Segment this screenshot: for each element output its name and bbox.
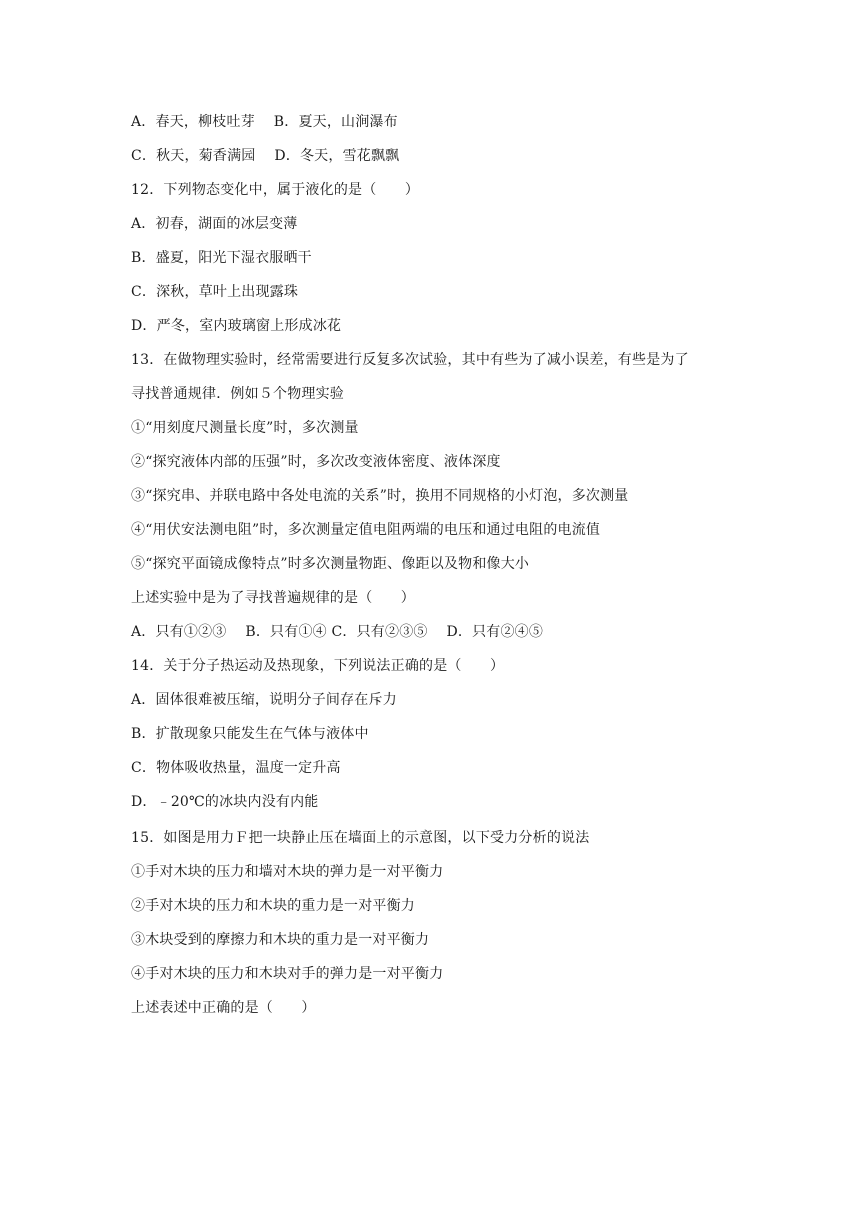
- question-15-item-4: ④手对木块的压力和木块对手的弹力是一对平衡力: [131, 966, 444, 982]
- question-12-stem: 12．下列物态变化中，属于液化的是（ ）: [131, 182, 420, 198]
- option-line-11-ab: A．春天，柳枝吐芽 B．夏天，山涧瀑布: [131, 114, 398, 130]
- question-14-option-a: A．固体很难被压缩，说明分子间存在斥力: [131, 692, 397, 708]
- question-12-option-a: A．初春，湖面的冰层变薄: [131, 216, 298, 232]
- question-15-item-1: ①手对木块的压力和墙对木块的弹力是一对平衡力: [131, 864, 444, 880]
- question-14-stem: 14．关于分子热运动及热现象，下列说法正确的是（ ）: [131, 658, 505, 674]
- question-15-stem: 15．如图是用力Ｆ把一块静止压在墙面上的示意图，以下受力分析的说法: [131, 830, 590, 846]
- question-12-option-d: D．严冬，室内玻璃窗上形成冰花: [131, 318, 342, 334]
- question-15-item-3: ③木块受到的摩擦力和木块的重力是一对平衡力: [131, 932, 430, 948]
- question-12-option-c: C．深秋，草叶上出现露珠: [131, 284, 299, 300]
- question-13-item-1: ①“用刻度尺测量长度”时，多次测量: [131, 420, 359, 436]
- question-14-option-b: B．扩散现象只能发生在气体与液体中: [131, 726, 369, 742]
- question-15-item-2: ②手对木块的压力和木块的重力是一对平衡力: [131, 898, 415, 914]
- question-13-item-5: ⑤“探究平面镜成像特点”时多次测量物距、像距以及物和像大小: [131, 556, 530, 572]
- option-line-11-cd: C．秋天，菊香满园 D．冬天，雪花飘飘: [131, 148, 400, 164]
- question-13-item-2: ②“探究液体内部的压强”时，多次改变液体密度、液体深度: [131, 454, 501, 470]
- question-13-options: A．只有①②③ B．只有①④ C．只有②③⑤ D．只有②④⑤: [131, 624, 544, 640]
- question-13-stem-continued: 寻找普通规律．例如５个物理实验: [131, 386, 344, 402]
- question-13-prompt: 上述实验中是为了寻找普遍规律的是（ ）: [131, 590, 415, 606]
- question-13-item-4: ④“用伏安法测电阻”时，多次测量定值电阻两端的电压和通过电阻的电流值: [131, 522, 601, 538]
- question-14-option-d: D．﹣20℃的冰块内没有内能: [131, 794, 319, 810]
- question-13-item-3: ③“探究串、并联电路中各处电流的关系”时，换用不同规格的小灯泡，多次测量: [131, 488, 629, 504]
- question-14-option-c: C．物体吸收热量，温度一定升高: [131, 760, 341, 776]
- question-15-prompt: 上述表述中正确的是（ ）: [131, 1000, 316, 1016]
- question-12-option-b: B．盛夏，阳光下湿衣服晒干: [131, 250, 312, 266]
- question-13-stem: 13．在做物理实验时，经常需要进行反复多次试验，其中有些为了减小误差，有些是为了: [131, 352, 689, 368]
